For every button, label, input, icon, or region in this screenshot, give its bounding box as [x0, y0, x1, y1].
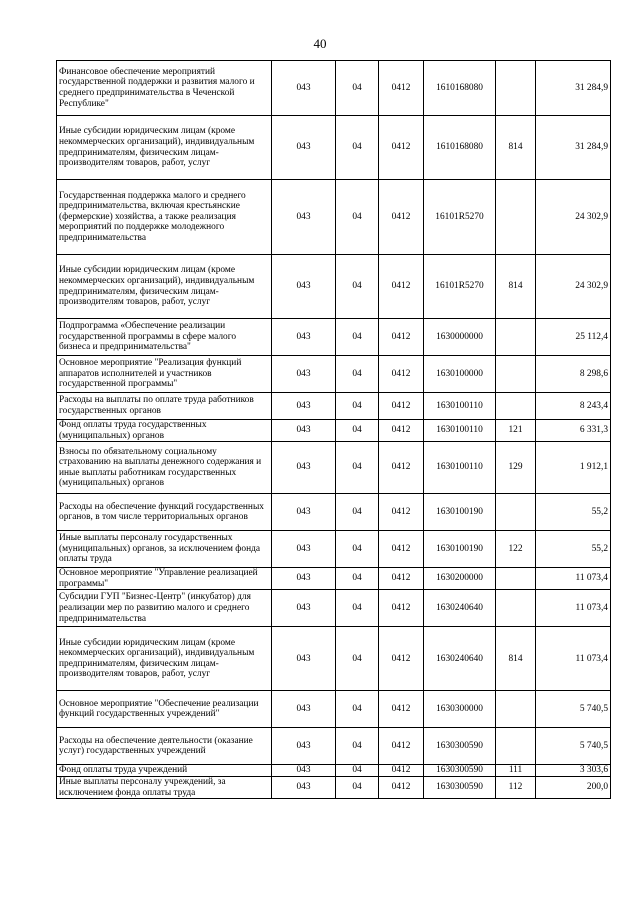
amount-cell: 31 284,9	[536, 61, 611, 116]
item-name-cell: Взносы по обязательному социальному страхованию на выплаты денежного содержания и иные выплаты работникам государственных (муниципальных) органов	[57, 442, 272, 494]
table-row	[57, 590, 611, 627]
ministry-code-cell: 043	[272, 319, 336, 356]
expense-type-cell	[496, 728, 536, 765]
table-row	[57, 776, 611, 798]
ministry-code-cell: 043	[272, 776, 336, 798]
section-code-cell: 04	[336, 531, 379, 568]
ministry-code-cell: 043	[272, 627, 336, 691]
table-row	[57, 393, 611, 420]
section-code-cell: 04	[336, 442, 379, 494]
item-name-cell: Расходы на обеспечение функций государственных органов, в том числе территориальных органов	[57, 494, 272, 531]
section-code-cell: 04	[336, 180, 379, 255]
section-code-cell: 04	[336, 420, 379, 442]
section-code-cell: 04	[336, 776, 379, 798]
expense-type-cell: 121	[496, 420, 536, 442]
section-code-cell: 04	[336, 590, 379, 627]
section-code-cell: 04	[336, 255, 379, 319]
ministry-code-cell: 043	[272, 116, 336, 180]
expense-type-cell: 111	[496, 765, 536, 777]
item-name-cell: Фонд оплаты труда учреждений	[57, 765, 272, 777]
item-name-cell: Иные субсидии юридическим лицам (кроме некоммерческих организаций), индивидуальным предпринимателям, физическим лицам-производителям товаров, работ, услуг	[57, 627, 272, 691]
expense-type-cell	[496, 590, 536, 627]
amount-cell: 3 303,6	[536, 765, 611, 777]
table-row	[57, 255, 611, 319]
amount-cell: 24 302,9	[536, 180, 611, 255]
ministry-code-cell: 043	[272, 393, 336, 420]
section-code-cell: 04	[336, 356, 379, 393]
target-article-cell: 1610168080	[424, 116, 496, 180]
amount-cell: 25 112,4	[536, 319, 611, 356]
amount-cell: 24 302,9	[536, 255, 611, 319]
subsection-code-cell: 0412	[379, 116, 424, 180]
subsection-code-cell: 0412	[379, 627, 424, 691]
section-code-cell: 04	[336, 494, 379, 531]
expense-type-cell	[496, 61, 536, 116]
subsection-code-cell: 0412	[379, 728, 424, 765]
target-article-cell: 1610168080	[424, 61, 496, 116]
subsection-code-cell: 0412	[379, 356, 424, 393]
target-article-cell: 1630200000	[424, 568, 496, 590]
section-code-cell: 04	[336, 116, 379, 180]
target-article-cell: 1630100110	[424, 393, 496, 420]
item-name-cell: Расходы на обеспечение деятельности (оказание услуг) государственных учреждений	[57, 728, 272, 765]
ministry-code-cell: 043	[272, 442, 336, 494]
target-article-cell: 1630100190	[424, 531, 496, 568]
subsection-code-cell: 0412	[379, 420, 424, 442]
target-article-cell: 16101R5270	[424, 255, 496, 319]
amount-cell: 55,2	[536, 494, 611, 531]
section-code-cell: 04	[336, 765, 379, 777]
section-code-cell: 04	[336, 627, 379, 691]
table-row	[57, 356, 611, 393]
expense-type-cell: 122	[496, 531, 536, 568]
expense-type-cell: 814	[496, 627, 536, 691]
amount-cell: 6 331,3	[536, 420, 611, 442]
item-name-cell: Основное мероприятие "Управление реализацией программы"	[57, 568, 272, 590]
target-article-cell: 1630100000	[424, 356, 496, 393]
section-code-cell: 04	[336, 691, 379, 728]
ministry-code-cell: 043	[272, 180, 336, 255]
table-row	[57, 494, 611, 531]
target-article-cell: 1630100110	[424, 442, 496, 494]
section-code-cell: 04	[336, 319, 379, 356]
table-row	[57, 531, 611, 568]
target-article-cell: 1630000000	[424, 319, 496, 356]
table-row	[57, 319, 611, 356]
item-name-cell: Основное мероприятие "Обеспечение реализации функций государственных учреждений"	[57, 691, 272, 728]
ministry-code-cell: 043	[272, 356, 336, 393]
expense-type-cell: 814	[496, 255, 536, 319]
subsection-code-cell: 0412	[379, 319, 424, 356]
expense-type-cell	[496, 319, 536, 356]
expense-type-cell	[496, 691, 536, 728]
amount-cell: 8 243,4	[536, 393, 611, 420]
table-row	[57, 568, 611, 590]
page-number: 40	[313, 36, 327, 51]
subsection-code-cell: 0412	[379, 180, 424, 255]
section-code-cell: 04	[336, 568, 379, 590]
subsection-code-cell: 0412	[379, 568, 424, 590]
target-article-cell: 1630100190	[424, 494, 496, 531]
budget-table	[56, 60, 611, 799]
ministry-code-cell: 043	[272, 568, 336, 590]
ministry-code-cell: 043	[272, 691, 336, 728]
expense-type-cell: 814	[496, 116, 536, 180]
table-row	[57, 765, 611, 777]
amount-cell: 200,0	[536, 776, 611, 798]
target-article-cell: 1630300590	[424, 776, 496, 798]
expense-type-cell	[496, 494, 536, 531]
table-row	[57, 728, 611, 765]
section-code-cell: 04	[336, 393, 379, 420]
subsection-code-cell: 0412	[379, 765, 424, 777]
section-code-cell: 04	[336, 728, 379, 765]
amount-cell: 31 284,9	[536, 116, 611, 180]
table-row	[57, 442, 611, 494]
ministry-code-cell: 043	[272, 494, 336, 531]
target-article-cell: 1630300590	[424, 728, 496, 765]
table-row	[57, 691, 611, 728]
ministry-code-cell: 043	[272, 255, 336, 319]
table-row	[57, 116, 611, 180]
table-row	[57, 180, 611, 255]
expense-type-cell	[496, 568, 536, 590]
amount-cell: 1 912,1	[536, 442, 611, 494]
target-article-cell: 16101R5270	[424, 180, 496, 255]
ministry-code-cell: 043	[272, 420, 336, 442]
subsection-code-cell: 0412	[379, 531, 424, 568]
item-name-cell: Иные субсидии юридическим лицам (кроме некоммерческих организаций), индивидуальным предпринимателям, физическим лицам-производителям товаров, работ, услуг	[57, 255, 272, 319]
ministry-code-cell: 043	[272, 590, 336, 627]
amount-cell: 5 740,5	[536, 691, 611, 728]
expense-type-cell	[496, 393, 536, 420]
item-name-cell: Иные выплаты персоналу учреждений, за исключением фонда оплаты труда	[57, 776, 272, 798]
target-article-cell: 1630240640	[424, 590, 496, 627]
expense-type-cell: 112	[496, 776, 536, 798]
table-row	[57, 627, 611, 691]
expense-type-cell	[496, 180, 536, 255]
target-article-cell: 1630300000	[424, 691, 496, 728]
subsection-code-cell: 0412	[379, 590, 424, 627]
subsection-code-cell: 0412	[379, 393, 424, 420]
table-row	[57, 61, 611, 116]
amount-cell: 11 073,4	[536, 590, 611, 627]
item-name-cell: Государственная поддержка малого и среднего предпринимательства, включая крестьянские (фермерские) хозяйства, а также реализация мероприятий по поддержке молодежного предпринимательства	[57, 180, 272, 255]
amount-cell: 11 073,4	[536, 568, 611, 590]
expense-type-cell	[496, 356, 536, 393]
subsection-code-cell: 0412	[379, 61, 424, 116]
item-name-cell: Расходы на выплаты по оплате труда работников государственных органов	[57, 393, 272, 420]
item-name-cell: Субсидии ГУП "Бизнес-Центр" (инкубатор) для реализации мер по развитию малого и среднего предпринимательства	[57, 590, 272, 627]
subsection-code-cell: 0412	[379, 776, 424, 798]
item-name-cell: Основное мероприятие "Реализация функций аппаратов исполнителей и участников государственной программы"	[57, 356, 272, 393]
amount-cell: 5 740,5	[536, 728, 611, 765]
amount-cell: 11 073,4	[536, 627, 611, 691]
section-code-cell: 04	[336, 61, 379, 116]
target-article-cell: 1630100110	[424, 420, 496, 442]
subsection-code-cell: 0412	[379, 255, 424, 319]
item-name-cell: Иные субсидии юридическим лицам (кроме некоммерческих организаций), индивидуальным предпринимателям, физическим лицам-производителям товаров, работ, услуг	[57, 116, 272, 180]
ministry-code-cell: 043	[272, 728, 336, 765]
subsection-code-cell: 0412	[379, 494, 424, 531]
ministry-code-cell: 043	[272, 531, 336, 568]
ministry-code-cell: 043	[272, 765, 336, 777]
subsection-code-cell: 0412	[379, 691, 424, 728]
item-name-cell: Подпрограмма «Обеспечение реализации государственной программы в сфере малого бизнеса и предпринимательства"	[57, 319, 272, 356]
target-article-cell: 1630240640	[424, 627, 496, 691]
subsection-code-cell: 0412	[379, 442, 424, 494]
ministry-code-cell: 043	[272, 61, 336, 116]
target-article-cell: 1630300590	[424, 765, 496, 777]
amount-cell: 55,2	[536, 531, 611, 568]
item-name-cell: Фонд оплаты труда государственных (муниципальных) органов	[57, 420, 272, 442]
table-row	[57, 420, 611, 442]
item-name-cell: Иные выплаты персоналу государственных (муниципальных) органов, за исключением фонда оплаты труда	[57, 531, 272, 568]
expense-type-cell: 129	[496, 442, 536, 494]
item-name-cell: Финансовое обеспечение мероприятий государственной поддержки и развития малого и среднего предпринимательства в Чеченской Республике"	[57, 61, 272, 116]
amount-cell: 8 298,6	[536, 356, 611, 393]
